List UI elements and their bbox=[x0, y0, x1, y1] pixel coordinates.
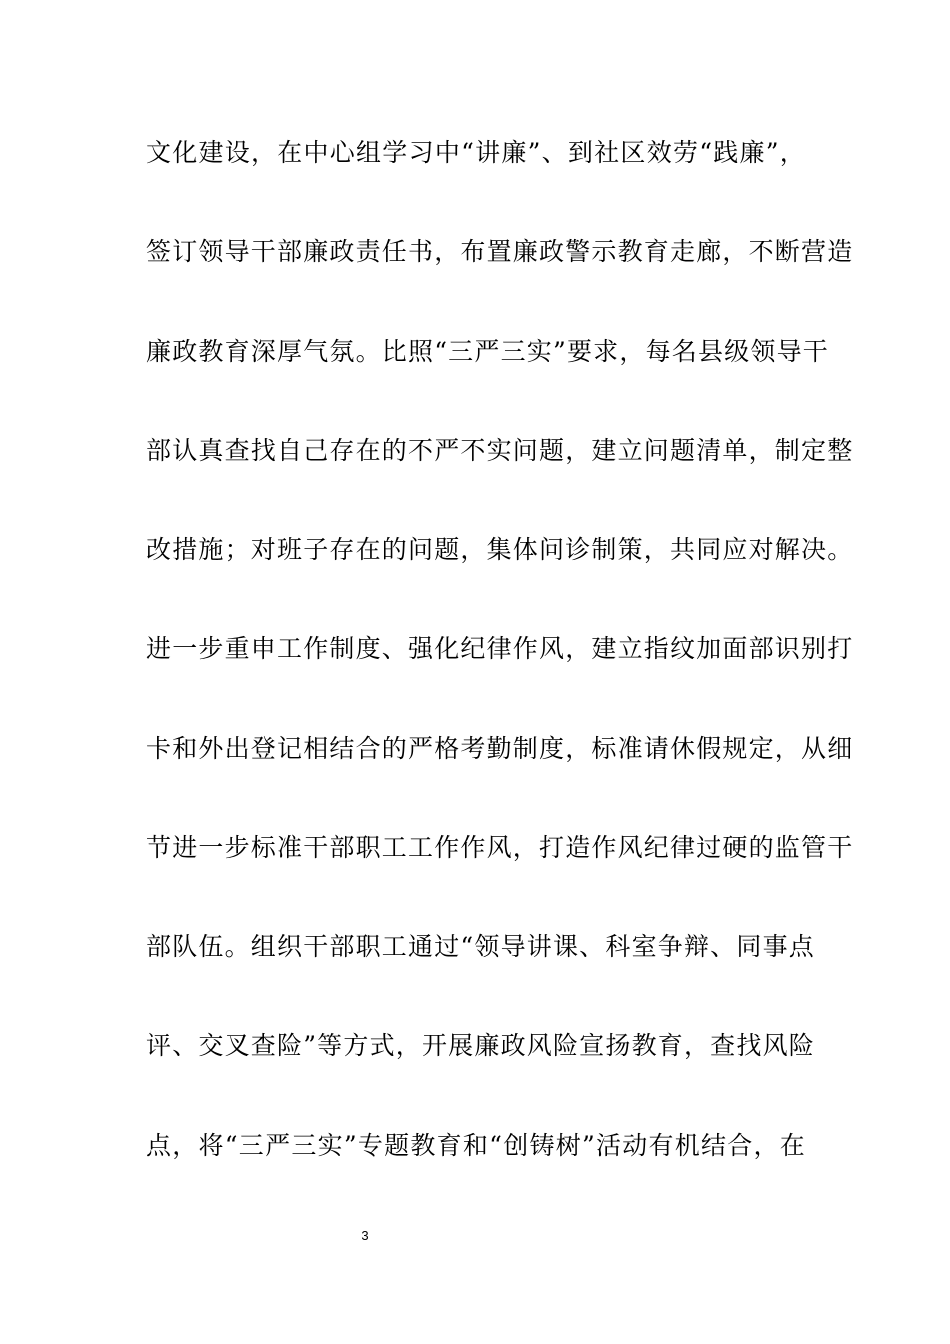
text-line: 签订领导干部廉政责任书，布置廉政警示教育走廊，不断营造 bbox=[146, 237, 854, 266]
text-line: 节进一步标准干部职工工作作风，打造作风纪律过硬的监管干 bbox=[146, 833, 854, 862]
text-line: 改措施；对班子存在的问题，集体问诊制策，共同应对解决。 bbox=[146, 535, 854, 564]
text-line: 廉政教育深厚气氛。比照“三严三实”要求，每名县级领导干 bbox=[146, 337, 829, 366]
text-line: 进一步重申工作制度、强化纪律作风，建立指纹加面部识别打 bbox=[146, 634, 854, 663]
text-line: 评、交叉查险”等方式，开展廉政风险宣扬教育，查找风险 bbox=[146, 1031, 815, 1060]
text-line: 点，将“三严三实”专题教育和“创铸树”活动有机结合，在 bbox=[146, 1131, 806, 1160]
text-line: 部队伍。组织干部职工通过“领导讲课、科室争辩、同事点 bbox=[146, 932, 815, 961]
page-number: 3 bbox=[361, 1228, 369, 1243]
text-line: 部认真查找自己存在的不严不实问题，建立问题清单，制定整 bbox=[146, 436, 854, 465]
text-line: 文化建设，在中心组学习中“讲廉”、到社区效劳“践廉”， bbox=[146, 138, 806, 167]
text-line: 卡和外出登记相结合的严格考勤制度，标准请休假规定，从细 bbox=[146, 734, 854, 763]
